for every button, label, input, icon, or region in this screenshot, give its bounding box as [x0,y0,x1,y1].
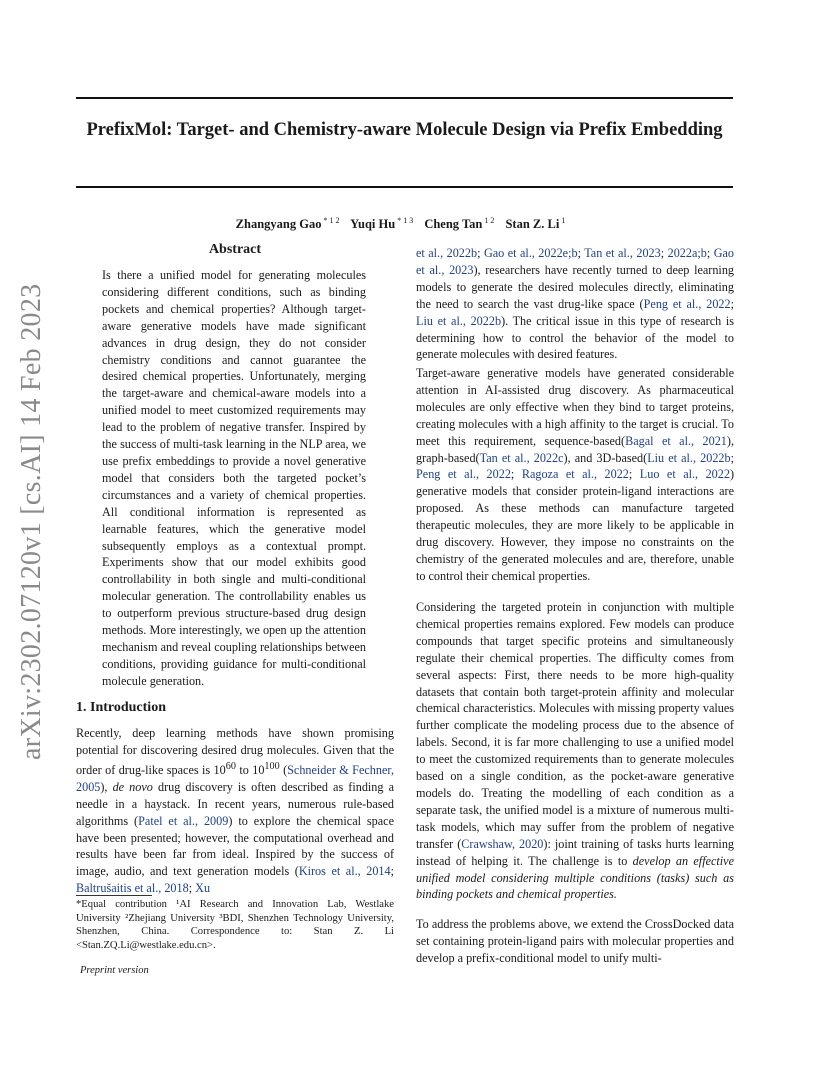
abstract-heading: Abstract [208,242,262,257]
emphasis-text: develop an effective unified model considering multiple conditions (tasks) such as binding pockets and chemical properties. [416,853,734,902]
citation-link[interactable]: Bagal et al., 2021 [625,433,727,448]
citation-link[interactable]: Liu et al., 2022b [647,450,731,465]
author-affiliation: * 1 2 [323,216,340,225]
preprint-label: Preprint version [80,965,149,976]
citation-link[interactable]: Baltrušaitis et al., 2018 [76,881,189,896]
section-heading-introduction: 1. Introduction [76,700,166,715]
top-rule [76,97,733,99]
citation-link[interactable]: Kiros et al., 2014 [298,864,391,879]
author-list [76,216,733,232]
author-name: Stan Z. Li [505,217,560,232]
title-rule [76,186,733,188]
citation-link[interactable]: Luo et al., 2022 [639,467,730,482]
citation-link[interactable]: Xu [195,881,211,896]
citation-link[interactable]: Gao et al., 2023 [416,246,735,277]
author-affiliation: 1 2 [484,216,495,225]
author-name: Cheng Tan [424,217,483,232]
citation-link[interactable]: Ragoza et al., 2022 [521,467,629,482]
abstract-text: Is there a unified model for generating molecules considering different conditions, such as binding pockets and chemical properties? Although target-aware generative models have made significant advances in drug design, they do not consider chemistry conditions and cannot guarantee the desired chemical properties. Unfortunately, merging the target-aware and chemical-aware models into a unified model to meet customized requirements may lead to the problem of negative transfer. Inspired by the success of multi-task learning in the NLP area, we use prefix embeddings to provide a novel generative model that considers both the targeted pocket’s circumstances and a variety of chemical properties. All conditional information is represented as learnable features, which the generative model subsequently employs as a contextual prompt. Experiments show that our model exhibits good controllability in both single and multi-conditional molecular generation. The controllability enables us to outperform previous structure-based drug design methods. More interestingly, we open up the attention mechanism and reveal coupling relationships between conditions, providing guidance for multi-conditional molecule generation. [102,268,366,688]
right-paragraph-2: Target-aware generative models have generated considerable attention in AI-assisted drug discovery. As pharmaceutical molecules are only effective when they bind to target proteins, creating molecules with a high affinity to the target is crucial. To meet this requirement, sequence-based(Bagal et al., 2021), graph-based(Tan et al., 2022c), and 3D-based(Liu et al., 2022b; Peng et al., 2022; Ragoza et al., 2022; Luo et al., 2022) generative models that consider protein-ligand interactions are proposed. As these methods can manufacture targeted therapeutic molecules, they are more likely to be applicable in drug discovery. However, they impose no constraints on the chemistry of the generated molecules and are, therefore, unable to control their chemical properties. [416,366,735,583]
intro-paragraph: Recently, deep learning methods have shown promising potential for discovering desired drug molecules. Given that the order of drug-like spaces is $10^{60}$ to $10^{100}$ (Schneider & Fechner, 2005), de novo drug discovery is often described as finding a needle in a haystack. In recent years, numerous rule-based algorithms (Patel et al., 2009) to explore the chemical space have been presented; however, the computational overhead and results have been far from ideal. Inspired by the success of image, audio, and text generation models (Kiros et al., 2014; Baltrušaitis et al., 2018; Xu [76,726,394,896]
citation-link[interactable]: et al., 2022b [416,246,478,260]
footnote [76,898,394,952]
right-paragraph-4: To address the problems above, we extend the CrossDocked data set containing protein-ligand pairs with molecular properties and develop a prefix-conditional model to unify multi- [416,917,734,965]
citation-link[interactable]: Peng et al., 2022 [416,467,511,482]
citation-link[interactable]: Patel et al., 2009 [138,813,229,828]
citation-link[interactable]: Liu et al., 2022b [416,313,502,328]
citation-link[interactable]: Peng et al., 2022 [643,296,731,311]
author-affiliation: 1 [561,216,566,225]
paper-title: PrefixMol: Target- and Chemistry-aware Molecule Design via Prefix Embedding [86,120,723,140]
citation-link[interactable]: Tan et al., 2022c [479,450,564,465]
arxiv-stamp: arXiv:2302.07120v1 [cs.AI] 14 Feb 2023 [16,283,47,760]
footnote-rule [76,895,152,896]
right-paragraph-1: et al., 2022b; Gao et al., 2022e;b; Tan et al., 2023; 2022a;b; Gao et al., 2023), researchers have recently turned to deep learning models to generate the desired molecules directly, eliminating the need to search the vast drug-like space (Peng et al., 2022; Liu et al., 2022b). The critical issue in this type of research is determining how to control the behavior of the model to generate molecules with desired features. [416,246,735,362]
author-affiliation: * 1 3 [397,216,414,225]
introduction-body [76,725,394,897]
right-paragraph-3: Considering the targeted protein in conjunction with multiple chemical properties remains explored. Few models can produce compounds that target specific proteins and simultaneously regulate their chemical properties. The difficulty comes from several aspects: First, there needs to be more high-quality datasets that contain both target-protein affinity and molecular chemical characteristics. Molecules with missing property values further complicate the modeling process due to the absence of labels. Second, it is far more challenging to use a unified model to meet the customized requirements than to generate molecules based on a single condition, as the pocket-aware generative models do. Treating the modelling of each condition as a separate task, the unified model is a mixture of numerous multi-task models, which may suffer from the problem of negative transfer (Crawshaw, 2020): joint training of tasks hurts learning instead of helping it. The challenge is to develop an effective unified model considering multiple conditions (tasks) such as binding pockets and chemical properties. [416,600,735,902]
abstract [102,267,366,690]
citation-link[interactable]: Crawshaw, 2020 [461,836,544,851]
citation-link[interactable]: Schneider & Fechner, 2005 [76,762,394,794]
author-name: Yuqi Hu [350,217,396,232]
author-name: Zhangyang Gao [235,217,322,232]
footnote-text: *Equal contribution ¹AI Research and Innovation Lab, Westlake University ²Zhejiang University ³BDI, Shenzhen Technology University, Shenzhen, China. Correspondence to: Stan Z. Li <Stan.ZQ.Li@westlake.edu.cn>. [76,899,394,951]
citation-link[interactable]: Gao et al., 2022e;b [483,246,578,260]
citation-link[interactable]: Tan et al., 2023 [584,246,661,260]
citation-link[interactable]: 2022a;b [667,246,707,260]
